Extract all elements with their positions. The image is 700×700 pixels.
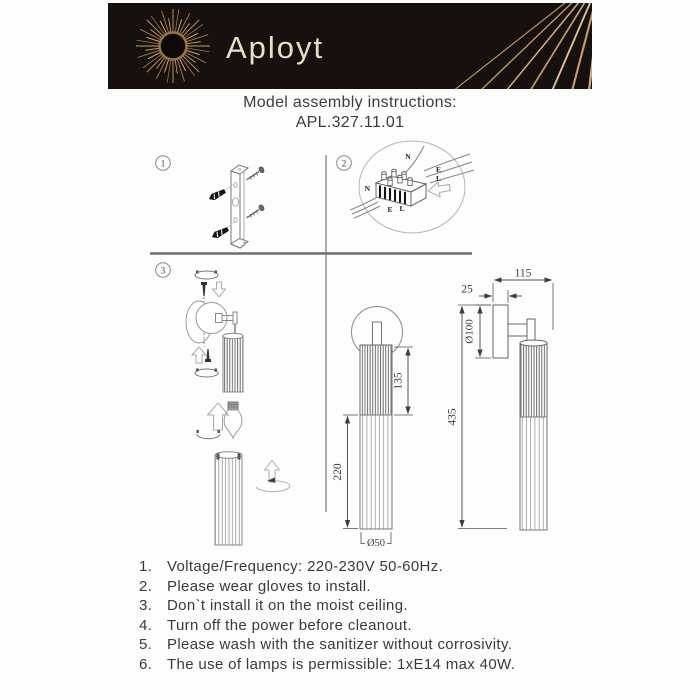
clamp-ring [197,430,221,439]
wall-plate-side [493,305,508,358]
dim-25 [479,290,522,303]
dim-label-220: 220 [332,463,344,481]
up-arrow-icon [192,347,206,363]
item-text: Please wear gloves to install. [167,577,371,595]
list-item [139,616,515,636]
ribbed-shade-small [223,333,243,392]
step3-number: 3 [160,265,166,276]
wall-anchor-icon [207,188,226,202]
dim-label-435: 435 [446,408,459,426]
list-item [139,577,515,597]
title-block [0,93,700,132]
item-number: 3. [139,597,153,615]
step1-number: 1 [160,158,166,169]
tube-upper-section [360,345,392,415]
screw-icon [246,166,265,181]
list-item [139,596,515,616]
wire-label-l-bottom: L [399,204,405,213]
page-title: Model assembly instructions: [243,94,457,111]
step1-diagram [156,156,265,248]
bulb-icon [224,402,242,438]
down-arrow-icon [213,282,226,297]
ribbed-tube-tall [215,452,242,545]
step3-exploded-view [156,263,290,545]
item-number: 6. [139,655,153,673]
assembly-diagrams [0,140,700,556]
mounting-bracket [231,165,248,248]
front-view-drawing [332,307,413,550]
item-number: 1. [139,558,153,575]
item-text: Voltage/Frequency: 220-230V 50-60Hz. [167,558,444,575]
wire-label-e-right: E [436,165,442,174]
model-number: APL.327.11.01 [295,113,405,131]
list-item [139,635,515,655]
item-text: The use of lamps is permissible: 1xE14 max 40W. [167,655,516,673]
list-item [139,655,515,675]
screw-icon [246,204,265,219]
item-text: Don`t install it on the moist ceiling. [167,597,408,615]
dim-label-25: 25 [461,283,473,296]
socket-stem [373,322,382,345]
step2-number: 2 [341,158,347,169]
item-number: 5. [139,636,153,654]
brand-wordmark: Aployt [226,30,325,65]
side-view-drawing [447,268,554,531]
terminal-block [376,169,426,206]
tube-lower-section [360,415,392,529]
step2-wiring-diagram [337,141,474,233]
instruction-list [139,557,515,675]
dim-label-dia50: Ø50 [366,538,386,549]
retaining-ring [195,271,218,280]
retaining-ring [195,369,218,378]
dim-dia100 [475,305,491,358]
wire-label-l-right: L [436,174,442,183]
dim-220 [343,415,358,529]
item-text: Please wash with the sanitizer without corrosivity. [167,636,513,654]
item-number: 4. [139,616,153,634]
brand-banner [108,3,592,89]
item-text: Turn off the power before cleanout. [167,616,412,634]
list-item [139,557,515,577]
item-number: 2. [139,577,153,595]
dim-label-135: 135 [392,372,405,390]
wire-label-n-left: N [364,184,370,193]
dim-label-dia100: Ø100 [463,319,476,344]
arm-side [508,319,535,341]
wall-anchor-icon [210,226,229,240]
tube-side [520,340,547,530]
wire-label-n-top: N [405,152,411,161]
small-screw-icon [201,282,207,296]
dim-label-115: 115 [514,267,532,280]
wire-label-e-bottom: E [387,205,393,214]
rotate-arrow-icon [256,461,290,492]
